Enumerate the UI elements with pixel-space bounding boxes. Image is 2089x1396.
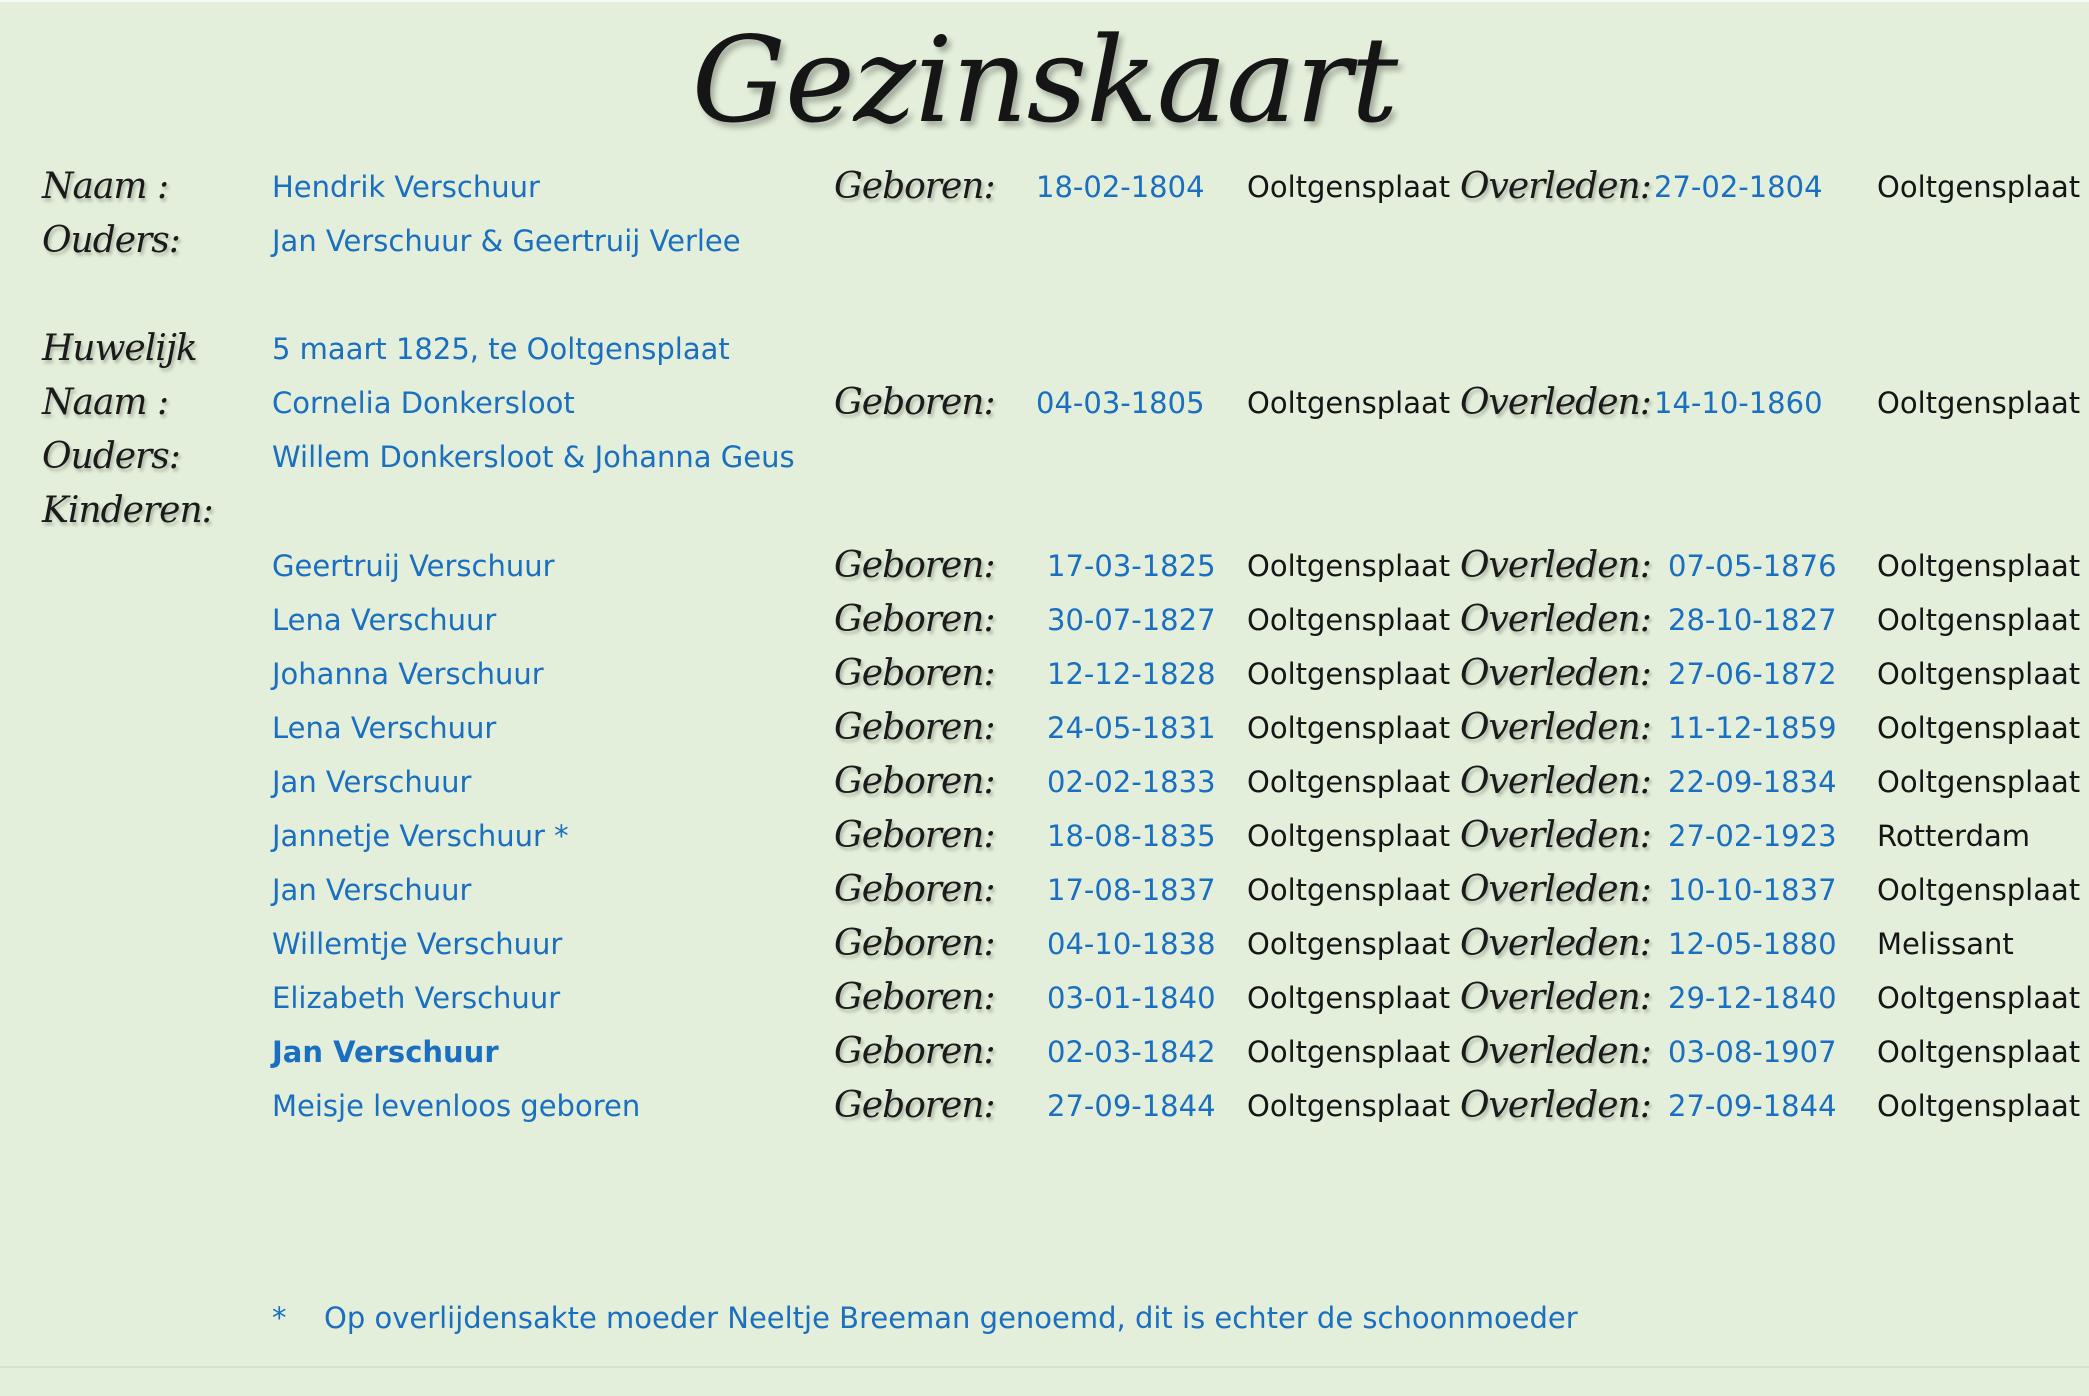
child-row [0, 1079, 2089, 1133]
child-born-place: Ooltgensplaat [1247, 711, 1451, 745]
footnote [272, 1291, 1578, 1345]
child-died-place: Ooltgensplaat [1877, 1035, 2081, 1069]
child-born-place: Ooltgensplaat [1247, 1035, 1451, 1069]
wife-name: Cornelia Donkersloot [272, 386, 575, 420]
child-died-date: 11-12-1859 [1668, 711, 1837, 745]
husband-parents: Jan Verschuur & Geertruij Verlee [272, 224, 741, 258]
geboren-label: Geboren: [834, 869, 995, 910]
child-died-place: Melissant [1877, 927, 2014, 961]
geboren-label: Geboren: [834, 166, 995, 207]
child-died-place: Ooltgensplaat [1877, 711, 2081, 745]
child-name: Willemtje Verschuur [272, 927, 563, 961]
page-title: Gezinskaart [691, 11, 1398, 149]
naam-label: Naam : [42, 166, 169, 207]
husband-born-place: Ooltgensplaat [1247, 170, 1451, 204]
wife-born-place: Ooltgensplaat [1247, 386, 1451, 420]
child-row [0, 971, 2089, 1025]
bottom-border [0, 1366, 2089, 1368]
child-born-place: Ooltgensplaat [1247, 657, 1451, 691]
child-died-date: 10-10-1837 [1668, 873, 1837, 907]
child-died-place: Ooltgensplaat [1877, 981, 2081, 1015]
child-died-place: Ooltgensplaat [1877, 1089, 2081, 1123]
overleden-label: Overleden: [1460, 1085, 1651, 1126]
child-died-date: 27-06-1872 [1668, 657, 1837, 691]
geboren-label: Geboren: [834, 1031, 995, 1072]
child-born-date: 17-08-1837 [1047, 873, 1216, 907]
wife-parents-row [0, 430, 2089, 484]
overleden-label: Overleden: [1460, 166, 1651, 207]
child-died-date: 22-09-1834 [1668, 765, 1837, 799]
geboren-label: Geboren: [834, 382, 995, 423]
geboren-label: Geboren: [834, 653, 995, 694]
child-name: Jan Verschuur [272, 873, 472, 907]
child-name: Geertruij Verschuur [272, 549, 555, 583]
overleden-label: Overleden: [1460, 869, 1651, 910]
overleden-label: Overleden: [1460, 761, 1651, 802]
child-name: Jannetje Verschuur * [272, 819, 569, 853]
child-died-place: Ooltgensplaat [1877, 603, 2081, 637]
child-died-date: 29-12-1840 [1668, 981, 1837, 1015]
child-born-place: Ooltgensplaat [1247, 1089, 1451, 1123]
geboren-label: Geboren: [834, 923, 995, 964]
overleden-label: Overleden: [1460, 815, 1651, 856]
geboren-label: Geboren: [834, 1085, 995, 1126]
wife-died-place: Ooltgensplaat [1877, 386, 2081, 420]
child-born-place: Ooltgensplaat [1247, 603, 1451, 637]
child-row [0, 539, 2089, 593]
geboren-label: Geboren: [834, 761, 995, 802]
overleden-label: Overleden: [1460, 599, 1651, 640]
husband-died-place: Ooltgensplaat [1877, 170, 2081, 204]
child-died-place: Ooltgensplaat [1877, 873, 2081, 907]
husband-parents-row [0, 214, 2089, 268]
child-born-date: 02-03-1842 [1047, 1035, 1216, 1069]
child-died-date: 28-10-1827 [1668, 603, 1837, 637]
child-died-date: 12-05-1880 [1668, 927, 1837, 961]
child-name: Lena Verschuur [272, 711, 497, 745]
child-born-date: 24-05-1831 [1047, 711, 1216, 745]
child-row [0, 701, 2089, 755]
geboren-label: Geboren: [834, 815, 995, 856]
child-born-date: 02-02-1833 [1047, 765, 1216, 799]
child-name: Meisje levenloos geboren [272, 1089, 641, 1123]
child-born-place: Ooltgensplaat [1247, 765, 1451, 799]
child-name: Jan Verschuur [272, 765, 472, 799]
children-heading-row [0, 484, 2089, 538]
child-born-place: Ooltgensplaat [1247, 873, 1451, 907]
huwelijk-label: Huwelijk [42, 328, 197, 369]
child-born-place: Ooltgensplaat [1247, 549, 1451, 583]
child-born-date: 12-12-1828 [1047, 657, 1216, 691]
child-born-date: 27-09-1844 [1047, 1089, 1216, 1123]
top-border [0, 0, 2089, 2]
husband-name: Hendrik Verschuur [272, 170, 540, 204]
child-row [0, 863, 2089, 917]
child-died-place: Ooltgensplaat [1877, 765, 2081, 799]
footnote-text: Op overlijdensakte moeder Neeltje Breeman genoemd, dit is echter de schoonmoeder [324, 1301, 1578, 1335]
child-row [0, 809, 2089, 863]
child-died-place: Ooltgensplaat [1877, 657, 2081, 691]
overleden-label: Overleden: [1460, 1031, 1651, 1072]
child-died-date: 03-08-1907 [1668, 1035, 1837, 1069]
overleden-label: Overleden: [1460, 545, 1651, 586]
footnote-marker: * [272, 1301, 287, 1335]
child-row [0, 647, 2089, 701]
overleden-label: Overleden: [1460, 977, 1651, 1018]
child-name: Lena Verschuur [272, 603, 497, 637]
wife-died-date: 14-10-1860 [1654, 386, 1823, 420]
child-name: Jan Verschuur [272, 1035, 499, 1069]
ouders-label: Ouders: [42, 220, 180, 261]
child-died-place: Ooltgensplaat [1877, 549, 2081, 583]
child-row [0, 755, 2089, 809]
child-row [0, 1025, 2089, 1079]
child-born-date: 03-01-1840 [1047, 981, 1216, 1015]
geboren-label: Geboren: [834, 977, 995, 1018]
wife-row [0, 376, 2089, 430]
kinderen-label: Kinderen: [42, 490, 213, 531]
geboren-label: Geboren: [834, 599, 995, 640]
husband-died-date: 27-02-1804 [1654, 170, 1823, 204]
overleden-label: Overleden: [1460, 653, 1651, 694]
wife-born-date: 04-03-1805 [1036, 386, 1205, 420]
child-died-date: 27-02-1923 [1668, 819, 1837, 853]
child-died-date: 27-09-1844 [1668, 1089, 1837, 1123]
naam-label: Naam : [42, 382, 169, 423]
wife-parents: Willem Donkersloot & Johanna Geus [272, 440, 795, 474]
child-died-place: Rotterdam [1877, 819, 2031, 853]
child-born-date: 04-10-1838 [1047, 927, 1216, 961]
overleden-label: Overleden: [1460, 382, 1651, 423]
child-born-date: 30-07-1827 [1047, 603, 1216, 637]
child-row [0, 917, 2089, 971]
child-died-date: 07-05-1876 [1668, 549, 1837, 583]
husband-row [0, 160, 2089, 214]
marriage-details: 5 maart 1825, te Ooltgensplaat [272, 332, 730, 366]
child-born-date: 18-08-1835 [1047, 819, 1216, 853]
marriage-row [0, 322, 2089, 376]
geboren-label: Geboren: [834, 707, 995, 748]
child-name: Johanna Verschuur [272, 657, 544, 691]
overleden-label: Overleden: [1460, 707, 1651, 748]
husband-born-date: 18-02-1804 [1036, 170, 1205, 204]
child-born-date: 17-03-1825 [1047, 549, 1216, 583]
child-name: Elizabeth Verschuur [272, 981, 561, 1015]
geboren-label: Geboren: [834, 545, 995, 586]
child-row [0, 593, 2089, 647]
overleden-label: Overleden: [1460, 923, 1651, 964]
child-born-place: Ooltgensplaat [1247, 819, 1451, 853]
child-born-place: Ooltgensplaat [1247, 981, 1451, 1015]
child-born-place: Ooltgensplaat [1247, 927, 1451, 961]
ouders-label: Ouders: [42, 436, 180, 477]
